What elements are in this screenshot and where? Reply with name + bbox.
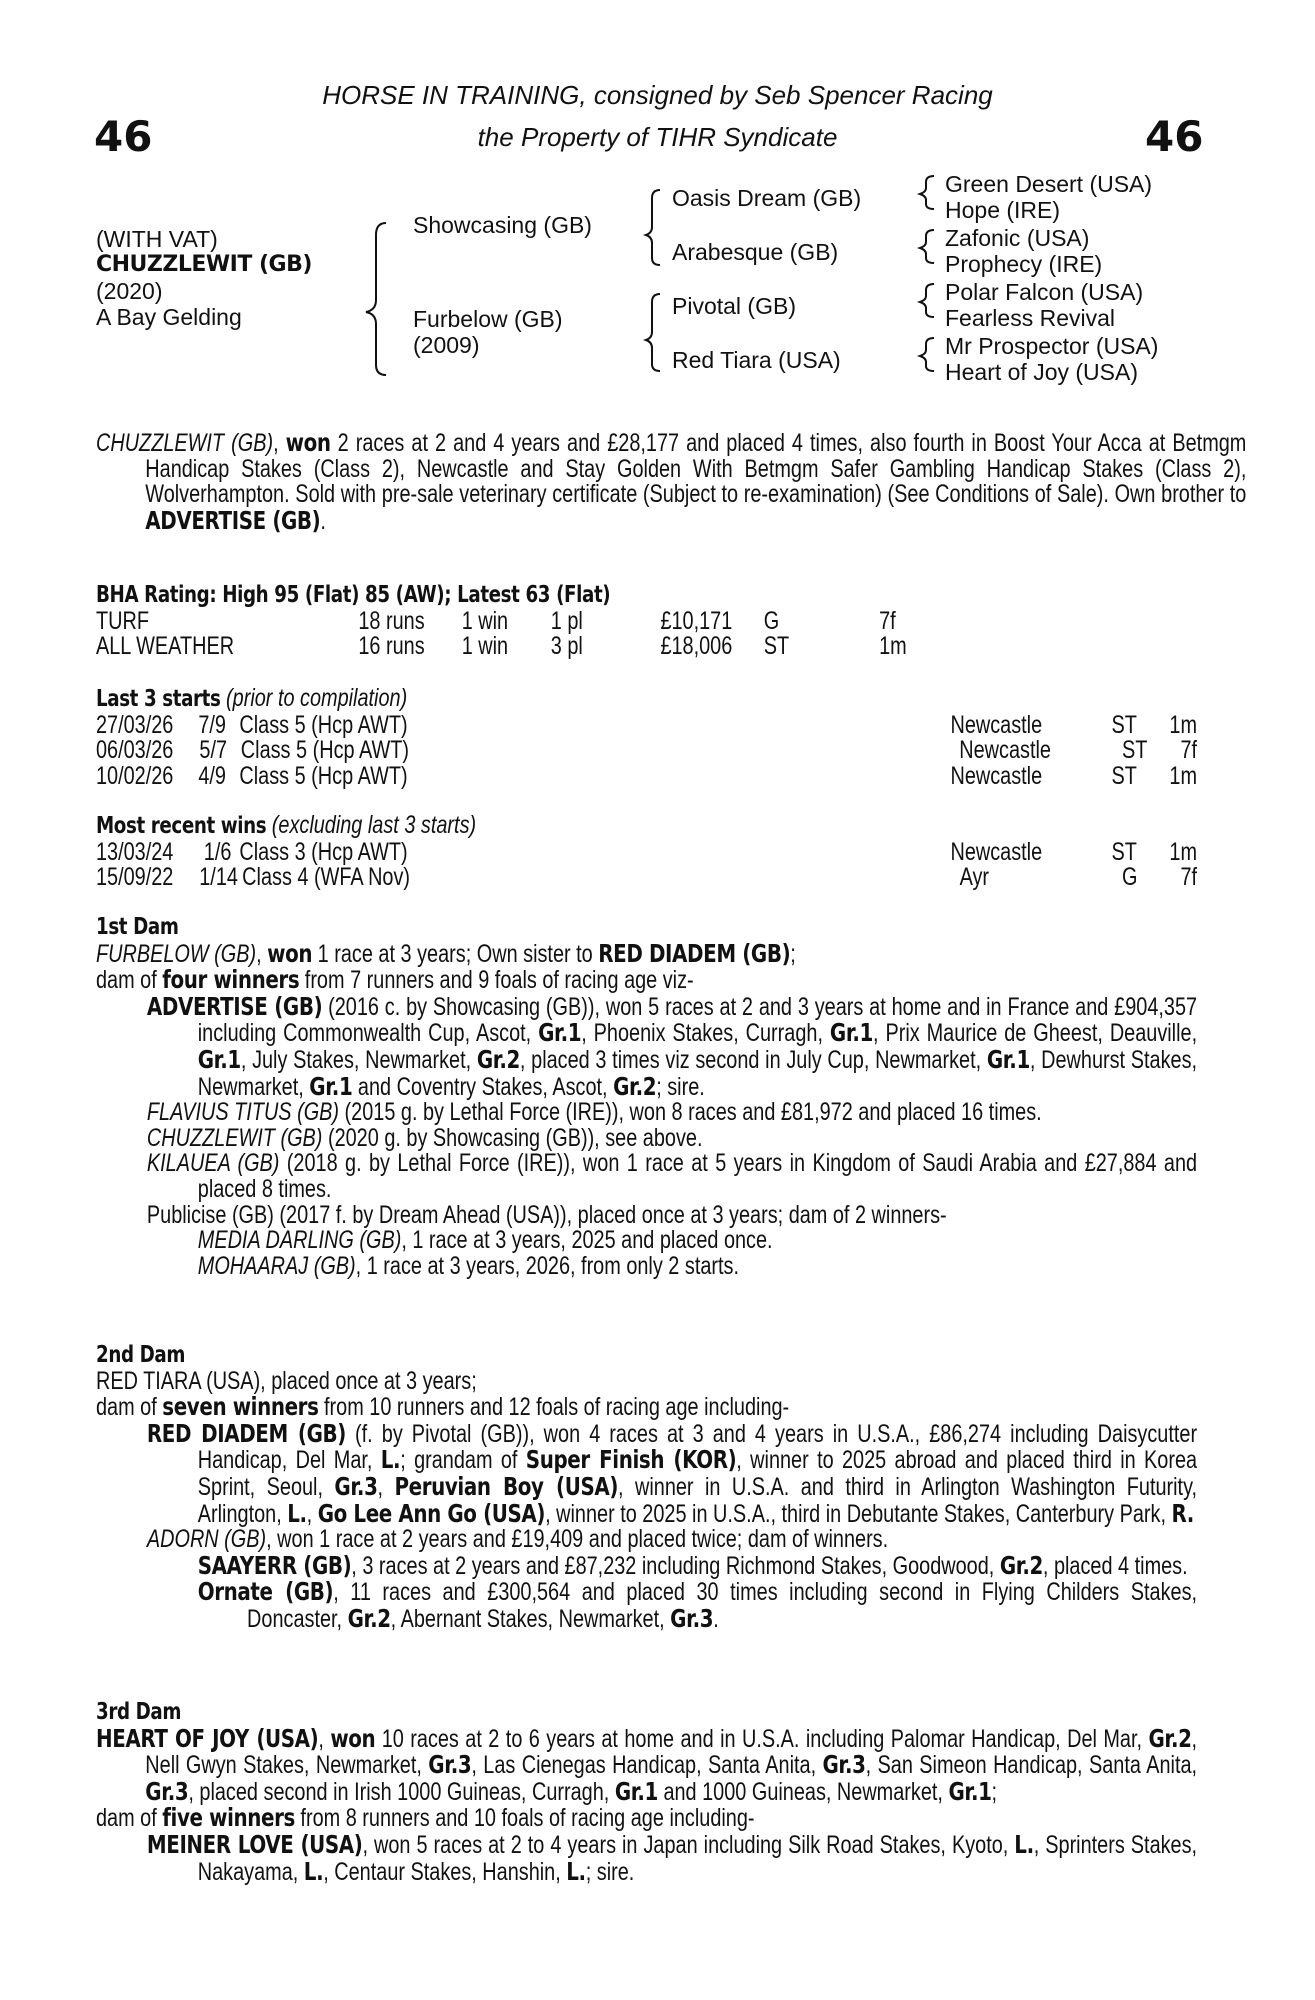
produce-name: MEDIA DARLING (GB) <box>197 1226 402 1255</box>
produce-kilauea <box>96 1151 1197 1202</box>
lot-number-right: 46 <box>1145 112 1204 161</box>
t: from 8 runners and 10 foals of racing age including- <box>294 1804 755 1833</box>
produce-chuzzlewit <box>96 1123 1197 1152</box>
t: (2018 g. by Lethal Force (IRE)), won 1 race at 5 years in Kingdom of Saudi Arabia and £27,884 and placed 8 times. <box>197 1149 1198 1203</box>
going: ST <box>763 632 790 661</box>
prize: £10,171 <box>660 606 733 635</box>
t: , Phoenix Stakes, Curragh, <box>581 1019 830 1048</box>
third-dam-title: 3rd Dam <box>96 1699 181 1725</box>
dam-name: HEART OF JOY (USA) <box>96 1723 319 1753</box>
start-date: 10/02/26 <box>96 761 174 790</box>
win-date: 15/09/22 <box>96 863 174 892</box>
great-grandparent: Fearless Revival <box>945 305 1115 331</box>
t: , Prix Maurice de Gheest, Deauville, <box>873 1019 1198 1048</box>
grade: R. <box>1171 1498 1194 1528</box>
grade: Gr.1 <box>538 1018 582 1048</box>
sep: , <box>318 1724 331 1753</box>
great-grandparent: Polar Falcon (USA) <box>945 279 1144 305</box>
start-row <box>96 761 1198 790</box>
bha-rating-title: BHA Rating: High 95 (Flat) 85 (AW); Latest 63 (Flat) <box>96 582 611 608</box>
grade: Gr.1 <box>829 1018 874 1048</box>
winners-count: five winners <box>162 1803 295 1833</box>
win-position: 1/14 <box>199 863 238 892</box>
produce-name: KILAUEA (GB) <box>146 1149 280 1178</box>
t: , Las Cienegas Handicap, Santa Anita, <box>471 1751 823 1780</box>
surface: ALL WEATHER <box>96 632 235 661</box>
win-going: G <box>1122 863 1138 892</box>
last-starts-note: (prior to compilation) <box>226 684 408 712</box>
bracket-sire <box>646 190 660 265</box>
t: dam of <box>96 1393 163 1422</box>
first-dam-produce-line <box>96 967 1197 994</box>
t: , winner to 2025 in U.S.A., third in Debutante Stakes, Canterbury Park, <box>545 1499 1172 1528</box>
win-row <box>96 865 1197 891</box>
t: , San Simeon Handicap, Santa Anita, <box>865 1751 1198 1780</box>
distance: 1m <box>879 632 907 661</box>
winners-count: four winners <box>162 965 300 995</box>
surface: TURF <box>96 606 149 635</box>
produce-red-diadem <box>96 1418 1198 1528</box>
start-going: ST <box>1111 761 1137 790</box>
start-race: Class 5 (Hcp AWT) <box>239 761 408 790</box>
t: , 1 race at 3 years, 2025 and placed once. <box>401 1226 773 1255</box>
produce-name: Ornate (GB) <box>197 1577 334 1607</box>
bha-rating-section <box>96 583 1197 660</box>
bracket-gg1 <box>920 176 934 209</box>
t: ; sire. <box>585 1857 635 1886</box>
grandsire-sire-line: Oasis Dream (GB) <box>672 185 862 211</box>
produce-name: RED DIADEM (GB) <box>146 1418 346 1448</box>
going: G <box>763 606 780 635</box>
t: , Sprinters Stakes, Nakayama, <box>197 1830 1198 1886</box>
summary-end: . <box>320 506 326 535</box>
horse-name: CHUZZLEWIT (GB) <box>96 252 312 277</box>
win-going: ST <box>1111 837 1137 866</box>
t: , 1 race at 3 years, 2026, from only 2 starts. <box>355 1251 739 1280</box>
summary-won: won <box>285 428 331 457</box>
t: ; <box>991 1777 998 1806</box>
grade: Gr.3 <box>428 1750 472 1780</box>
wins: 1 win <box>461 632 509 661</box>
grade: L. <box>303 1856 324 1886</box>
third-dam-produce-line <box>96 1805 1197 1832</box>
produce-name: ADORN (GB) <box>146 1525 267 1554</box>
sire-name: Showcasing (GB) <box>413 212 592 238</box>
start-race: Class 5 (Hcp AWT) <box>240 736 410 765</box>
t: , won 1 race at 2 years and £19,409 and placed twice; dam of winners. <box>266 1525 889 1554</box>
winners-count: seven winners <box>162 1392 319 1422</box>
bracket-gg4 <box>920 338 934 371</box>
great-grandparent: Prophecy (IRE) <box>945 251 1103 277</box>
t: and Coventry Stakes, Ascot, <box>352 1072 614 1101</box>
produce-name: MOHAARAJ (GB) <box>197 1251 356 1280</box>
sister-name: RED DIADEM (GB) <box>598 938 791 968</box>
start-going: ST <box>1111 710 1137 739</box>
t: , winner in U.S.A. and third in Arlington Washington Futurity, Arlington, <box>197 1472 1198 1528</box>
bracket-gg3 <box>920 284 934 317</box>
header-consignor-line: HORSE IN TRAINING, consigned by Seb Spencer Racing <box>322 80 993 110</box>
great-grandparent: Mr Prospector (USA) <box>945 333 1159 359</box>
start-distance: 7f <box>1180 736 1198 765</box>
produce-advertise <box>96 991 1198 1101</box>
produce-name: CHUZZLEWIT (GB) <box>146 1123 323 1152</box>
produce-name: Super Finish (KOR) <box>525 1445 737 1475</box>
start-position: 4/9 <box>198 761 226 790</box>
grade: Gr.1 <box>948 1776 992 1806</box>
t: from 7 runners and 9 foals of racing age viz- <box>299 966 694 995</box>
produce-name: FLAVIUS TITUS (GB) <box>146 1098 340 1127</box>
produce-publicise <box>96 1200 1197 1229</box>
t: from 10 runners and 12 foals of racing age including- <box>318 1393 790 1422</box>
distance: 7f <box>879 606 896 635</box>
race-summary: CHUZZLEWIT (GB), won 2 races at 2 and 4 years and £28,177 and placed 4 times, also fourth in Boost Your Acca at Betmgm Handicap Stakes (Class 2), Newcastle and Stay Golden With Betmgm Safer Gambling Handicap Stakes (Class 2), Wolverhampton. Sold with pre-sale veterinary certificate (Subject to re-examination) (See Conditions of Sale). Own brother to ADVERTISE (GB). <box>96 428 1247 535</box>
produce-ornate <box>96 1579 1197 1632</box>
grade: Gr.3 <box>145 1776 189 1806</box>
produce-mohaaraj <box>96 1251 1197 1280</box>
rating-row-all-weather <box>96 634 1197 660</box>
t: (2016 c. by Showcasing (GB)), won 5 races at 2 and 3 years at home and in France and £904,357 including Commonwealth Cup, Ascot, <box>197 992 1198 1048</box>
t: , Dewhurst Stakes, Newmarket, <box>197 1045 1198 1101</box>
grade: Gr.1 <box>309 1071 353 1101</box>
t: , winner to 2025 abroad and placed third in Korea Sprint, Seoul, <box>197 1446 1198 1501</box>
second-dam-title: 2nd Dam <box>96 1342 185 1368</box>
bracket-gg2 <box>920 230 934 263</box>
wins: 1 win <box>461 606 509 635</box>
t: dam of <box>96 1804 163 1833</box>
t: (f. by Pivotal (GB)), won 4 races at 3 and 4 years in U.S.A., £86,274 including Daisycutter Handicap, Del Mar, <box>197 1419 1198 1475</box>
t: and 1000 Guineas, Newmarket, <box>657 1777 949 1806</box>
horse-description: A Bay Gelding <box>96 304 242 330</box>
great-grandparent: Hope (IRE) <box>945 197 1061 223</box>
t: , won 5 races at 2 to 4 years in Japan including Silk Road Stakes, Kyoto, <box>362 1830 1015 1859</box>
summary-horse-name: CHUZZLEWIT (GB) <box>96 429 274 457</box>
summary-text: 2 races at 2 and 4 years and £28,177 and placed 4 times, also fourth in Boost Your Acca at Betmgm Handicap Stakes (Class 2), Newcastle and Stay Golden With Betmgm Safer Gambling Handicap Stakes (Class 2), Wolverhampton. Sold with pre-sale veterinary certificate (Subject to re-examination) (See Conditions of Sale). Own brother to <box>145 429 1247 509</box>
t: , <box>377 1472 395 1501</box>
t: , 3 races at 2 years and £87,232 including Richmond Stakes, Goodwood, <box>351 1551 1000 1580</box>
great-grandparent: Heart of Joy (USA) <box>945 359 1138 385</box>
t: , Nell Gwyn Stakes, Newmarket, <box>145 1724 1198 1780</box>
t: (2015 g. by Lethal Force (IRE)), won 8 races and £81,972 and placed 16 times. <box>339 1098 1042 1127</box>
produce-meiner-love <box>96 1829 1198 1886</box>
summary-brother: ADVERTISE (GB) <box>145 505 321 535</box>
win-race: Class 3 (Hcp AWT) <box>239 837 408 866</box>
second-dam-line: RED TIARA (USA), placed once at 3 years; <box>96 1366 477 1395</box>
start-going: ST <box>1121 736 1148 765</box>
win-course: Ayr <box>959 863 990 892</box>
start-date: 06/03/26 <box>96 736 174 765</box>
start-date: 27/03/26 <box>96 710 174 739</box>
start-row <box>96 738 1197 764</box>
second-dam-section <box>96 1343 1197 1633</box>
grade: L. <box>380 1445 401 1475</box>
start-race: Class 5 (Hcp AWT) <box>239 710 408 739</box>
t: , July Stakes, Newmarket, <box>240 1045 477 1074</box>
dam-year: (2009) <box>413 332 480 358</box>
produce-saayerr <box>96 1550 1197 1580</box>
runs: 18 runs <box>358 606 425 635</box>
dam-name: Furbelow (GB) <box>413 306 563 332</box>
great-grandparent: Green Desert (USA) <box>945 171 1153 197</box>
produce-name: ADVERTISE (GB) <box>146 991 323 1021</box>
won-label: won <box>330 1723 376 1753</box>
last-starts-section <box>96 686 1197 789</box>
win-race: Class 4 (WFA Nov) <box>242 863 411 892</box>
grade: Gr.2 <box>476 1044 520 1074</box>
grade: L. <box>566 1856 586 1886</box>
prize: £18,006 <box>660 632 733 661</box>
start-distance: 1m <box>1169 761 1198 790</box>
third-dam-section <box>96 1700 1197 1885</box>
grade: Gr.2 <box>999 1550 1043 1580</box>
grade: Gr.3 <box>670 1603 714 1633</box>
runs: 16 runs <box>358 632 425 661</box>
win-position: 1/6 <box>203 837 232 866</box>
grade: Gr.2 <box>1148 1723 1192 1753</box>
t: dam of <box>96 966 163 995</box>
grade: Gr.3 <box>822 1750 866 1780</box>
t: , placed second in Irish 1000 Guineas, Curragh, <box>188 1777 615 1806</box>
t: , Abernant Stakes, Newmarket, <box>390 1604 671 1633</box>
win-course: Newcastle <box>950 837 1043 866</box>
horse-year: (2020) <box>96 278 163 304</box>
grade: Gr.2 <box>613 1071 657 1101</box>
grade: L. <box>1014 1829 1034 1859</box>
grade: Gr.2 <box>347 1603 391 1633</box>
t: , placed 4 times. <box>1042 1551 1188 1580</box>
start-position: 5/7 <box>199 736 228 765</box>
t: , Centaur Stakes, Hanshin, <box>323 1857 567 1886</box>
granddam-sire-line: Arabesque (GB) <box>672 239 839 265</box>
t: , 11 races and £300,564 and placed 30 times including second in Flying Childers Stakes, Doncaster, <box>247 1578 1198 1633</box>
win-date: 13/03/24 <box>96 837 174 866</box>
third-dam-line <box>96 1723 1198 1806</box>
t: , <box>306 1499 318 1528</box>
first-dam-title: 1st Dam <box>96 914 179 940</box>
grade: Gr.1 <box>986 1044 1030 1074</box>
grandsire-dam-line: Pivotal (GB) <box>672 293 796 319</box>
recent-wins-section <box>96 813 1197 891</box>
placed: 1 pl <box>550 606 583 635</box>
header-property-line: the Property of TIHR Syndicate <box>477 122 838 152</box>
lot-number-left: 46 <box>94 112 153 161</box>
first-dam-section <box>96 915 1197 1279</box>
start-position: 7/9 <box>198 710 226 739</box>
bracket-parents <box>366 223 386 375</box>
grade: Gr.3 <box>334 1471 378 1501</box>
t: ; sire. <box>656 1072 705 1101</box>
second-dam-produce-line <box>96 1394 1197 1421</box>
dam-name: FURBELOW (GB) <box>96 939 257 968</box>
produce-media-darling <box>96 1228 1197 1254</box>
sep: , <box>256 939 268 968</box>
vat-note: (WITH VAT) <box>96 226 218 252</box>
start-row <box>96 710 1198 739</box>
granddam-dam-line: Red Tiara (USA) <box>672 347 841 373</box>
recent-wins-note: (excluding last 3 starts) <box>271 811 477 839</box>
win-row <box>96 837 1198 866</box>
first-dam-line <box>96 938 1197 968</box>
produce-name: MEINER LOVE (USA) <box>146 1829 363 1859</box>
win-distance: 7f <box>1180 863 1198 892</box>
t: , placed 3 times viz second in July Cup, Newmarket, <box>519 1045 987 1074</box>
produce-name: Go Lee Ann Go (USA) <box>317 1498 546 1528</box>
grade: L. <box>287 1498 307 1528</box>
recent-wins-title: Most recent wins <box>96 813 267 839</box>
t: ; grandam of <box>400 1446 526 1475</box>
great-grandparent: Zafonic (USA) <box>945 225 1090 251</box>
dam-text: 1 race at 3 years; Own sister to <box>312 939 599 968</box>
end: ; <box>790 939 796 968</box>
bracket-dam <box>646 294 660 371</box>
grade: Gr.1 <box>614 1776 658 1806</box>
t: 10 races at 2 to 6 years at home and in U.S.A. including Palomar Handicap, Del Mar, <box>375 1724 1149 1753</box>
produce-name: SAAYERR (GB) <box>197 1550 352 1580</box>
t: . <box>713 1604 719 1633</box>
win-distance: 1m <box>1169 837 1198 866</box>
start-course: Newcastle <box>950 761 1043 790</box>
produce-name: Peruvian Boy (USA) <box>394 1471 619 1501</box>
won-label: won <box>267 938 313 968</box>
last-starts-title: Last 3 starts <box>96 686 221 712</box>
placed: 3 pl <box>550 632 583 661</box>
start-distance: 1m <box>1169 710 1198 739</box>
start-course: Newcastle <box>959 736 1051 765</box>
t: Publicise (GB) (2017 f. by Dream Ahead (USA)), placed once at 3 years; dam of 2 winners- <box>146 1200 947 1229</box>
produce-flavius-titus <box>96 1100 1197 1126</box>
t: (2020 g. by Showcasing (GB)), see above. <box>322 1123 703 1152</box>
produce-adorn <box>96 1527 1197 1553</box>
grade: Gr.1 <box>197 1044 241 1074</box>
start-course: Newcastle <box>950 710 1043 739</box>
rating-row-turf <box>96 606 1197 635</box>
